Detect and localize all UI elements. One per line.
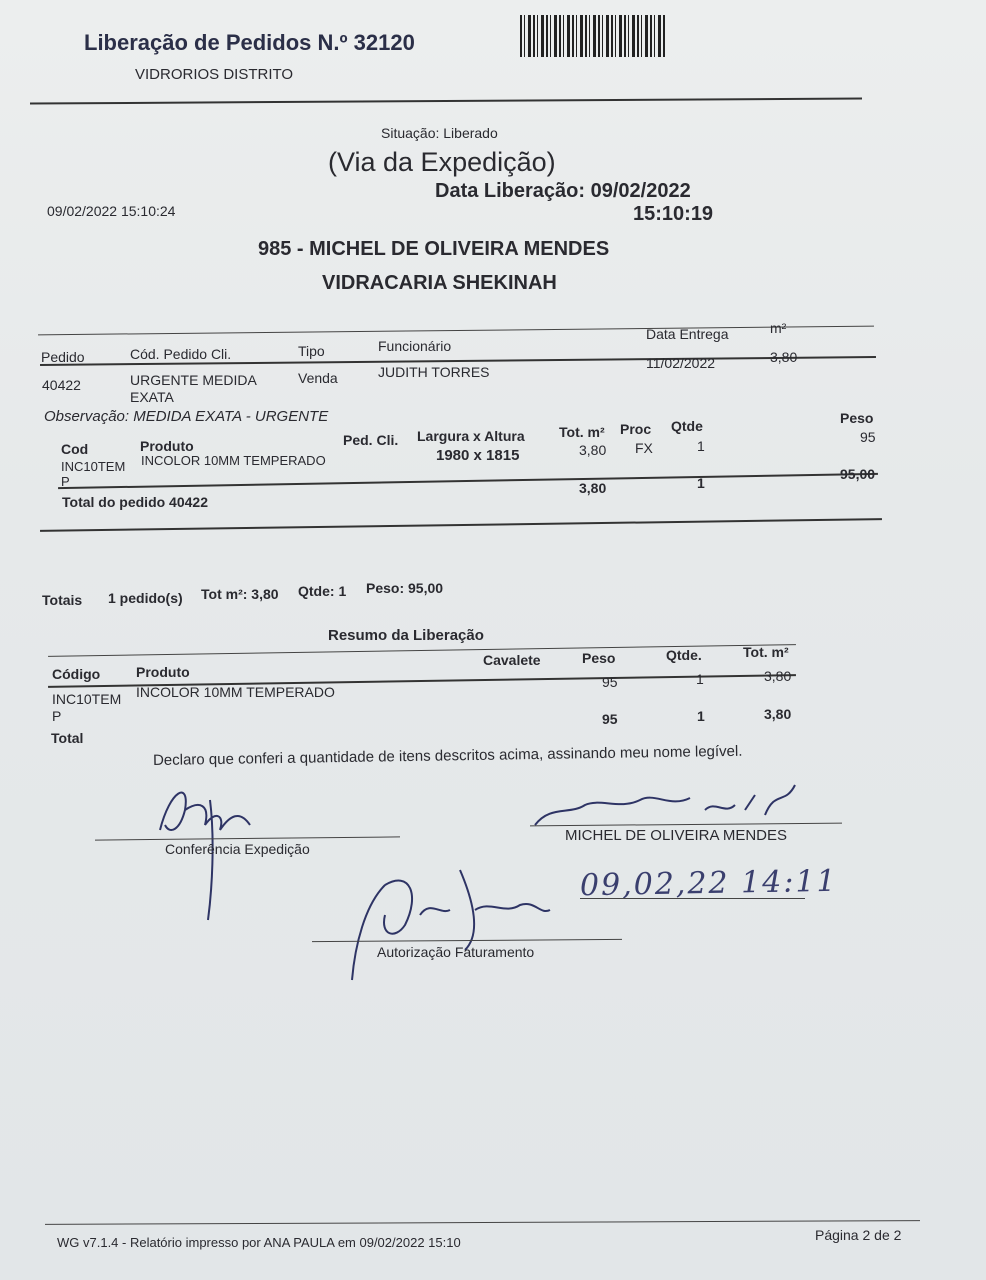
- release-time: 15:10:19: [633, 203, 714, 225]
- client-name: 985 - MICHEL DE OLIVEIRA MENDES: [258, 238, 610, 260]
- order-total-qtde: 1: [697, 475, 705, 491]
- totals-qtde: Qtde: 1: [298, 583, 347, 599]
- order-top-divider: [38, 326, 874, 336]
- summary-cod-1: INC10TEM: [52, 691, 122, 707]
- item-cod-1: INC10TEM: [61, 459, 126, 474]
- release-date: Data Liberação: 09/02/2022: [435, 180, 691, 202]
- summary-col-produto: Produto: [136, 664, 190, 680]
- summary-cod-2: P: [52, 708, 62, 724]
- item-col-cod: Cod: [61, 441, 89, 457]
- order-cod-cli-2: EXATA: [130, 389, 174, 405]
- footer-page-number: Página 2 de 2: [815, 1227, 902, 1243]
- footer-printed-by: WG v7.1.4 - Relatório impresso por ANA PAULA em 09/02/2022 15:10: [57, 1235, 461, 1250]
- items-divider: [58, 473, 878, 489]
- col-m2: m²: [770, 320, 787, 336]
- document-title: Liberação de Pedidos N.º 32120: [84, 30, 415, 55]
- col-funcionario: Funcionário: [378, 338, 452, 354]
- item-col-peso: Peso: [840, 410, 874, 426]
- handwritten-date: 09,02,22 14:11: [579, 863, 838, 904]
- col-pedido: Pedido: [41, 349, 85, 365]
- item-col-produto: Produto: [140, 438, 194, 454]
- col-tipo: Tipo: [298, 343, 325, 359]
- company-name: VIDRORIOS DISTRITO: [135, 66, 294, 83]
- order-total-peso: 95,00: [840, 466, 876, 482]
- summary-title: Resumo da Liberação: [328, 627, 484, 644]
- summary-col-tot-m2: Tot. m²: [743, 644, 789, 660]
- order-bottom-divider: [40, 518, 882, 532]
- totals-label: Totais: [42, 592, 83, 608]
- barcode-icon: [520, 15, 666, 57]
- totals-peso: Peso: 95,00: [366, 580, 444, 596]
- summary-peso: 95: [602, 674, 618, 690]
- item-tot-m2: 3,80: [579, 442, 607, 458]
- item-dimensions: 1980 x 1815: [436, 447, 520, 464]
- item-col-ped-cli: Ped. Cli.: [343, 432, 399, 448]
- summary-tot-m2: 3,80: [764, 668, 792, 684]
- col-cod-cli: Cód. Pedido Cli.: [130, 346, 232, 362]
- order-total-m2: 3,80: [579, 480, 607, 496]
- order-tipo: Venda: [298, 370, 338, 386]
- summary-col-codigo: Código: [52, 666, 101, 682]
- client-company: VIDRACARIA SHEKINAH: [322, 272, 557, 294]
- situation-label: Situação: Liberado: [381, 125, 498, 141]
- col-data-entrega: Data Entrega: [646, 326, 729, 342]
- summary-col-qtde: Qtde.: [666, 647, 702, 663]
- item-qtde: 1: [697, 438, 705, 454]
- summary-total-qtde: 1: [697, 708, 705, 724]
- date-underline: [580, 898, 805, 899]
- order-m2: 3,80: [770, 349, 798, 365]
- order-observacao: Observação: MEDIDA EXATA - URGENTE: [44, 408, 329, 425]
- item-cod-2: P: [61, 474, 70, 489]
- item-peso: 95: [860, 429, 876, 445]
- item-col-qtde: Qtde: [671, 418, 703, 434]
- summary-col-cavalete: Cavalete: [483, 652, 541, 668]
- order-funcionario: JUDITH TORRES: [378, 364, 490, 380]
- signature-autorizacao-icon: [340, 855, 560, 985]
- summary-total-label: Total: [51, 730, 84, 746]
- summary-col-peso: Peso: [582, 650, 616, 666]
- item-proc: FX: [635, 440, 653, 456]
- conferencia-label: Conferência Expedição: [165, 841, 310, 857]
- header-divider: [30, 97, 862, 104]
- client-signature-name: MICHEL DE OLIVEIRA MENDES: [565, 827, 787, 844]
- printed-datetime: 09/02/2022 15:10:24: [47, 203, 176, 219]
- via-label: (Via da Expedição): [328, 147, 556, 177]
- order-total-label: Total do pedido 40422: [62, 494, 208, 510]
- autorizacao-label: Autorização Faturamento: [377, 944, 535, 960]
- item-produto: INCOLOR 10MM TEMPERADO: [141, 453, 326, 468]
- item-col-largura-altura: Largura x Altura: [417, 428, 525, 444]
- declaration-text: Declaro que conferi a quantidade de itens descritos acima, assinando meu nome legível.: [152, 742, 743, 769]
- summary-total-tot-m2: 3,80: [764, 706, 792, 722]
- order-cod-cli-1: URGENTE MEDIDA: [130, 372, 257, 388]
- summary-produto: INCOLOR 10MM TEMPERADO: [136, 684, 335, 700]
- totals-m2: Tot m²: 3,80: [201, 586, 279, 602]
- item-col-tot-m2: Tot. m²: [559, 424, 605, 440]
- item-col-proc: Proc: [620, 421, 652, 437]
- summary-total-peso: 95: [602, 711, 618, 727]
- footer-divider: [45, 1220, 920, 1225]
- summary-qtde: 1: [696, 671, 704, 687]
- order-data-entrega: 11/02/2022: [646, 355, 716, 371]
- totals-pedidos: 1 pedido(s): [108, 590, 183, 606]
- order-number: 40422: [42, 377, 81, 393]
